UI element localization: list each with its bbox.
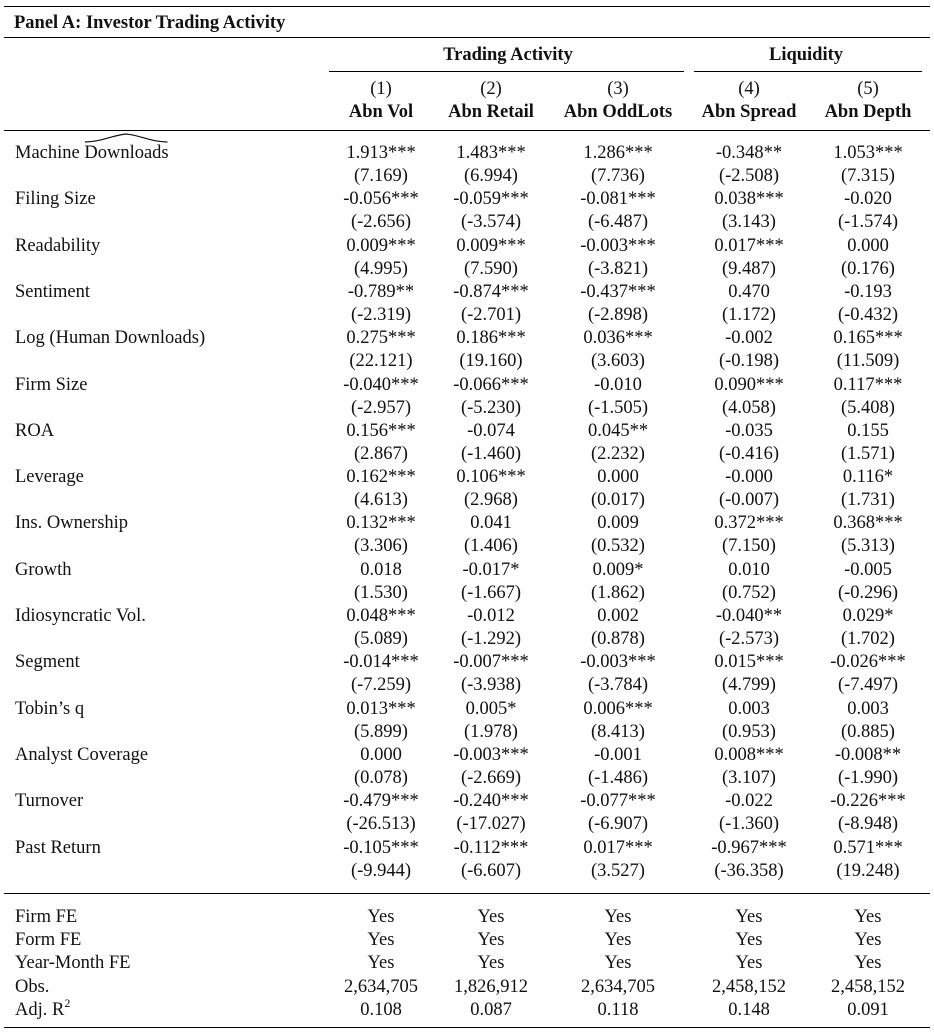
tstat-cell: (1.702) xyxy=(841,629,895,649)
coefficient-cell: 0.000 xyxy=(360,745,402,765)
footer-cell: Yes xyxy=(735,907,763,927)
coefficient-cell: -0.056*** xyxy=(343,189,419,209)
tstat-cell: (1.571) xyxy=(841,444,895,464)
tstat-cell: (-3.938) xyxy=(460,675,522,695)
tstat-cell: (22.121) xyxy=(349,351,413,371)
tstat-cell: (4.995) xyxy=(354,259,408,279)
coefficient-cell: -0.040** xyxy=(715,606,783,626)
panel-title: Panel A: Investor Trading Activity xyxy=(14,13,286,33)
row-label: Past Return xyxy=(15,838,101,858)
footer-cell: Yes xyxy=(477,907,505,927)
coefficient-cell: -0.226*** xyxy=(830,791,906,811)
tstat-cell: (-2.319) xyxy=(350,305,412,325)
coefficient-cell: 0.155 xyxy=(847,421,889,441)
tstat-cell: (9.487) xyxy=(722,259,776,279)
footer-row-label-text: Firm FE xyxy=(15,907,78,927)
coefficient-cell: 0.003 xyxy=(728,699,770,719)
footer-cell: Yes xyxy=(367,930,395,950)
coefficient-cell: 0.009*** xyxy=(456,236,526,256)
coefficient-cell: 0.005* xyxy=(465,699,517,719)
footer-cell: Yes xyxy=(735,953,763,973)
coefficient-cell: 0.008*** xyxy=(714,745,784,765)
tstat-cell: (-36.358) xyxy=(714,861,784,881)
column-header-3: Abn OddLots xyxy=(563,102,673,122)
group-rule-liquidity xyxy=(694,71,922,72)
column-number-2: (2) xyxy=(480,79,502,99)
tstat-cell: (-7.497) xyxy=(837,675,899,695)
tstat-cell: (7.736) xyxy=(591,166,645,186)
coefficient-cell: 0.009*** xyxy=(346,236,416,256)
wide-hat-icon xyxy=(84,133,168,143)
tstat-cell: (19.160) xyxy=(459,351,523,371)
coefficient-cell: 0.090*** xyxy=(714,375,784,395)
bottom-rule xyxy=(4,1027,930,1028)
coefficient-cell: 0.156*** xyxy=(346,421,416,441)
coefficient-cell: -0.348** xyxy=(715,143,783,163)
footer-cell: 0.087 xyxy=(470,1000,512,1020)
footer-row-label-text: Year-Month FE xyxy=(15,953,131,973)
tstat-cell: (11.509) xyxy=(836,351,900,371)
coefficient-cell: 0.017*** xyxy=(714,236,784,256)
coefficient-cell: -0.193 xyxy=(844,282,892,302)
coefficient-cell: 0.116* xyxy=(842,467,894,487)
column-header-2: Abn Retail xyxy=(448,102,534,122)
tstat-cell: (0.953) xyxy=(722,722,776,742)
row-label-word: Machine xyxy=(15,143,85,163)
tstat-cell: (-2.573) xyxy=(718,629,780,649)
footer-cell: Yes xyxy=(604,930,632,950)
column-header-5: Abn Depth xyxy=(824,102,912,122)
coefficient-cell: 0.117*** xyxy=(833,375,903,395)
tstat-cell: (7.315) xyxy=(841,166,895,186)
coefficient-cell: -0.026*** xyxy=(830,652,906,672)
column-header-1: Abn Vol xyxy=(348,102,414,122)
tstat-cell: (1.406) xyxy=(464,536,518,556)
footer-cell: 0.091 xyxy=(847,1000,889,1020)
coefficient-cell: 0.470 xyxy=(728,282,770,302)
coefficient-cell: -0.035 xyxy=(725,421,773,441)
tstat-cell: (-2.957) xyxy=(350,398,412,418)
tstat-cell: (4.799) xyxy=(722,675,776,695)
coefficient-cell: -0.040*** xyxy=(343,375,419,395)
coefficient-cell: -0.240*** xyxy=(453,791,529,811)
coefficient-cell: 0.009 xyxy=(597,513,639,533)
footer-cell: Yes xyxy=(477,930,505,950)
coefficient-cell: -0.003*** xyxy=(453,745,529,765)
tstat-cell: (-5.230) xyxy=(460,398,522,418)
coefficient-cell: 0.106*** xyxy=(456,467,526,487)
row-label: Idiosyncratic Vol. xyxy=(15,606,146,626)
tstat-cell: (5.313) xyxy=(841,536,895,556)
footer-cell: Yes xyxy=(604,953,632,973)
tstat-cell: (-1.505) xyxy=(587,398,649,418)
footer-cell: Yes xyxy=(477,953,505,973)
column-number-5: (5) xyxy=(857,79,879,99)
tstat-cell: (0.752) xyxy=(722,583,776,603)
tstat-cell: (-2.898) xyxy=(587,305,649,325)
coefficient-cell: -0.005 xyxy=(844,560,892,580)
tstat-cell: (3.143) xyxy=(722,212,776,232)
coefficient-cell: 0.000 xyxy=(847,236,889,256)
coefficient-cell: -0.014*** xyxy=(343,652,419,672)
coefficient-cell: -0.081*** xyxy=(580,189,656,209)
coefficient-cell: 0.000 xyxy=(597,467,639,487)
coefficient-cell: -0.437*** xyxy=(580,282,656,302)
tstat-cell: (-26.513) xyxy=(346,814,416,834)
coefficient-cell: -0.112*** xyxy=(453,838,529,858)
tstat-cell: (7.590) xyxy=(464,259,518,279)
tstat-cell: (-3.574) xyxy=(460,212,522,232)
footer-row-label xyxy=(15,929,81,951)
footer-cell: Yes xyxy=(735,930,763,950)
row-label: Log (Human Downloads) xyxy=(15,328,206,348)
footer-cell: 0.148 xyxy=(728,1000,770,1020)
coefficient-cell: 0.006*** xyxy=(583,699,653,719)
coefficient-cell: -0.967*** xyxy=(711,838,787,858)
row-label: Growth xyxy=(15,560,72,580)
tstat-cell: (0.176) xyxy=(841,259,895,279)
tstat-cell: (3.306) xyxy=(354,536,408,556)
coefficient-cell: 0.041 xyxy=(470,513,512,533)
coefficient-cell: -0.059*** xyxy=(453,189,529,209)
footer-row-label-text: Obs. xyxy=(15,977,50,997)
coefficient-cell: -0.002 xyxy=(725,328,773,348)
tstat-cell: (1.978) xyxy=(464,722,518,742)
coefficient-cell: 1.913*** xyxy=(346,143,416,163)
footer-cell: Yes xyxy=(854,930,882,950)
hat-accent-wrap xyxy=(84,142,168,164)
tstat-cell: (-1.574) xyxy=(837,212,899,232)
coefficient-cell: 0.009* xyxy=(592,560,644,580)
coefficient-cell: -0.020 xyxy=(844,189,892,209)
tstat-cell: (-0.007) xyxy=(718,490,780,510)
footer-cell: Yes xyxy=(854,907,882,927)
tstat-cell: (0.885) xyxy=(841,722,895,742)
tstat-cell: (-0.432) xyxy=(837,305,899,325)
tstat-cell: (4.058) xyxy=(722,398,776,418)
row-label: Ins. Ownership xyxy=(15,513,129,533)
coefficient-cell: -0.479*** xyxy=(343,791,419,811)
tstat-cell: (-2.656) xyxy=(350,212,412,232)
tstat-cell: (0.532) xyxy=(591,536,645,556)
top-rule xyxy=(4,6,930,7)
footer-cell: Yes xyxy=(854,953,882,973)
row-label: Tobin’s q xyxy=(15,699,85,719)
coefficient-cell: 1.483*** xyxy=(456,143,526,163)
coefficient-cell: 0.162*** xyxy=(346,467,416,487)
coefficient-cell: -0.010 xyxy=(594,375,642,395)
coefficient-cell: -0.017* xyxy=(462,560,520,580)
tstat-cell: (6.994) xyxy=(464,166,518,186)
footer-row-label-text: Adj. R xyxy=(15,1000,65,1020)
tstat-cell: (2.867) xyxy=(354,444,408,464)
column-number-4: (4) xyxy=(738,79,760,99)
footer-row-label xyxy=(15,952,130,974)
coefficient-cell: -0.007*** xyxy=(453,652,529,672)
row-label: Segment xyxy=(15,652,80,672)
coefficient-cell: -0.001 xyxy=(594,745,642,765)
row-label: ROA xyxy=(15,421,55,441)
tstat-cell: (-6.607) xyxy=(460,861,522,881)
coefficient-cell: 0.275*** xyxy=(346,328,416,348)
coefficient-cell: 0.036*** xyxy=(583,328,653,348)
row-label: Sentiment xyxy=(15,282,91,302)
body-rule xyxy=(4,893,930,894)
tstat-cell: (-0.198) xyxy=(718,351,780,371)
coefficient-cell: 0.045** xyxy=(587,421,649,441)
coefficient-cell: -0.012 xyxy=(467,606,515,626)
tstat-cell: (-6.907) xyxy=(587,814,649,834)
row-label: Turnover xyxy=(15,791,84,811)
tstat-cell: (3.107) xyxy=(722,768,776,788)
tstat-cell: (2.968) xyxy=(464,490,518,510)
tstat-cell: (19.248) xyxy=(836,861,900,881)
group-header-liquidity: Liquidity xyxy=(768,45,844,65)
tstat-cell: (-3.821) xyxy=(587,259,649,279)
tstat-cell: (7.169) xyxy=(354,166,408,186)
coefficient-cell: 1.053*** xyxy=(833,143,903,163)
group-header-trading-activity: Trading Activity xyxy=(443,45,573,65)
tstat-cell: (-7.259) xyxy=(350,675,412,695)
column-number-1: (1) xyxy=(370,79,392,99)
row-label: Leverage xyxy=(15,467,84,487)
footer-row-label-text: Form FE xyxy=(15,930,82,950)
footer-cell: 2,458,152 xyxy=(831,977,905,997)
coefficient-cell: -0.000 xyxy=(725,467,773,487)
coefficient-cell: 0.048*** xyxy=(346,606,416,626)
tstat-cell: (-3.784) xyxy=(587,675,649,695)
tstat-cell: (-8.948) xyxy=(837,814,899,834)
coefficient-cell: 0.186*** xyxy=(456,328,526,348)
tstat-cell: (-2.508) xyxy=(718,166,780,186)
footer-cell: 2,458,152 xyxy=(712,977,786,997)
coefficient-cell: -0.022 xyxy=(725,791,773,811)
row-label: Analyst Coverage xyxy=(15,745,149,765)
coefficient-cell: -0.066*** xyxy=(453,375,529,395)
coefficient-cell: -0.789** xyxy=(347,282,415,302)
tstat-cell: (3.527) xyxy=(591,861,645,881)
coefficient-cell: 0.017*** xyxy=(583,838,653,858)
tstat-cell: (1.172) xyxy=(722,305,776,325)
tstat-cell: (5.408) xyxy=(841,398,895,418)
footer-cell: 2,634,705 xyxy=(344,977,418,997)
tstat-cell: (-0.416) xyxy=(718,444,780,464)
footer-cell: 2,634,705 xyxy=(581,977,655,997)
tstat-cell: (-2.669) xyxy=(460,768,522,788)
tstat-cell: (3.603) xyxy=(591,351,645,371)
coefficient-cell: 0.002 xyxy=(597,606,639,626)
coefficient-cell: 0.018 xyxy=(360,560,402,580)
footer-cell: 1,826,912 xyxy=(454,977,528,997)
coefficient-cell: -0.074 xyxy=(467,421,515,441)
tstat-cell: (1.862) xyxy=(591,583,645,603)
tstat-cell: (-17.027) xyxy=(456,814,526,834)
coefficient-cell: 0.571*** xyxy=(833,838,903,858)
column-header-4: Abn Spread xyxy=(701,102,797,122)
footer-row-label-superscript: 2 xyxy=(64,995,71,1010)
coefficient-cell: 0.010 xyxy=(728,560,770,580)
row-label: Filing Size xyxy=(15,189,96,209)
tstat-cell: (0.017) xyxy=(591,490,645,510)
footer-row-label xyxy=(15,976,49,998)
footer-cell: Yes xyxy=(367,907,395,927)
footer-cell: 0.118 xyxy=(597,1000,639,1020)
tstat-cell: (-1.667) xyxy=(460,583,522,603)
footer-row-label xyxy=(15,995,71,1021)
tstat-cell: (0.078) xyxy=(354,768,408,788)
footer-cell: Yes xyxy=(604,907,632,927)
row-label: Readability xyxy=(15,236,101,256)
coefficient-cell: 0.015*** xyxy=(714,652,784,672)
footer-cell: Yes xyxy=(367,953,395,973)
tstat-cell: (-0.296) xyxy=(837,583,899,603)
row-label: Firm Size xyxy=(15,375,88,395)
coefficient-cell: -0.874*** xyxy=(453,282,529,302)
tstat-cell: (-6.487) xyxy=(587,212,649,232)
coefficient-cell: -0.077*** xyxy=(580,791,656,811)
tstat-cell: (-1.360) xyxy=(718,814,780,834)
group-rule-trading-activity xyxy=(329,71,684,72)
coefficient-cell: -0.008** xyxy=(834,745,902,765)
tstat-cell: (2.232) xyxy=(591,444,645,464)
row-label xyxy=(15,142,169,164)
coefficient-cell: 0.003 xyxy=(847,699,889,719)
tstat-cell: (0.878) xyxy=(591,629,645,649)
footer-cell: 0.108 xyxy=(360,1000,402,1020)
coefficient-cell: 0.038*** xyxy=(714,189,784,209)
tstat-cell: (4.613) xyxy=(354,490,408,510)
tstat-cell: (-1.486) xyxy=(587,768,649,788)
coefficient-cell: 0.029* xyxy=(842,606,894,626)
coefficient-cell: -0.003*** xyxy=(580,652,656,672)
header-rule xyxy=(4,130,930,131)
tstat-cell: (5.089) xyxy=(354,629,408,649)
coefficient-cell: 0.013*** xyxy=(346,699,416,719)
coefficient-cell: 0.368*** xyxy=(833,513,903,533)
coefficient-cell: 0.132*** xyxy=(346,513,416,533)
tstat-cell: (-9.944) xyxy=(350,861,412,881)
coefficient-cell: -0.003*** xyxy=(580,236,656,256)
footer-row-label xyxy=(15,906,77,928)
coefficient-cell: -0.105*** xyxy=(343,838,419,858)
tstat-cell: (5.899) xyxy=(354,722,408,742)
tstat-cell: (-2.701) xyxy=(460,305,522,325)
coefficient-cell: 0.372*** xyxy=(714,513,784,533)
row-label-word: Downloads xyxy=(84,143,169,163)
coefficient-cell: 1.286*** xyxy=(583,143,653,163)
tstat-cell: (-1.460) xyxy=(460,444,522,464)
tstat-cell: (1.731) xyxy=(841,490,895,510)
tstat-cell: (7.150) xyxy=(722,536,776,556)
panel-title-rule xyxy=(4,37,930,38)
tstat-cell: (-1.990) xyxy=(837,768,899,788)
coefficient-cell: 0.165*** xyxy=(833,328,903,348)
tstat-cell: (8.413) xyxy=(591,722,645,742)
tstat-cell: (1.530) xyxy=(354,583,408,603)
column-number-3: (3) xyxy=(607,79,629,99)
tstat-cell: (-1.292) xyxy=(460,629,522,649)
